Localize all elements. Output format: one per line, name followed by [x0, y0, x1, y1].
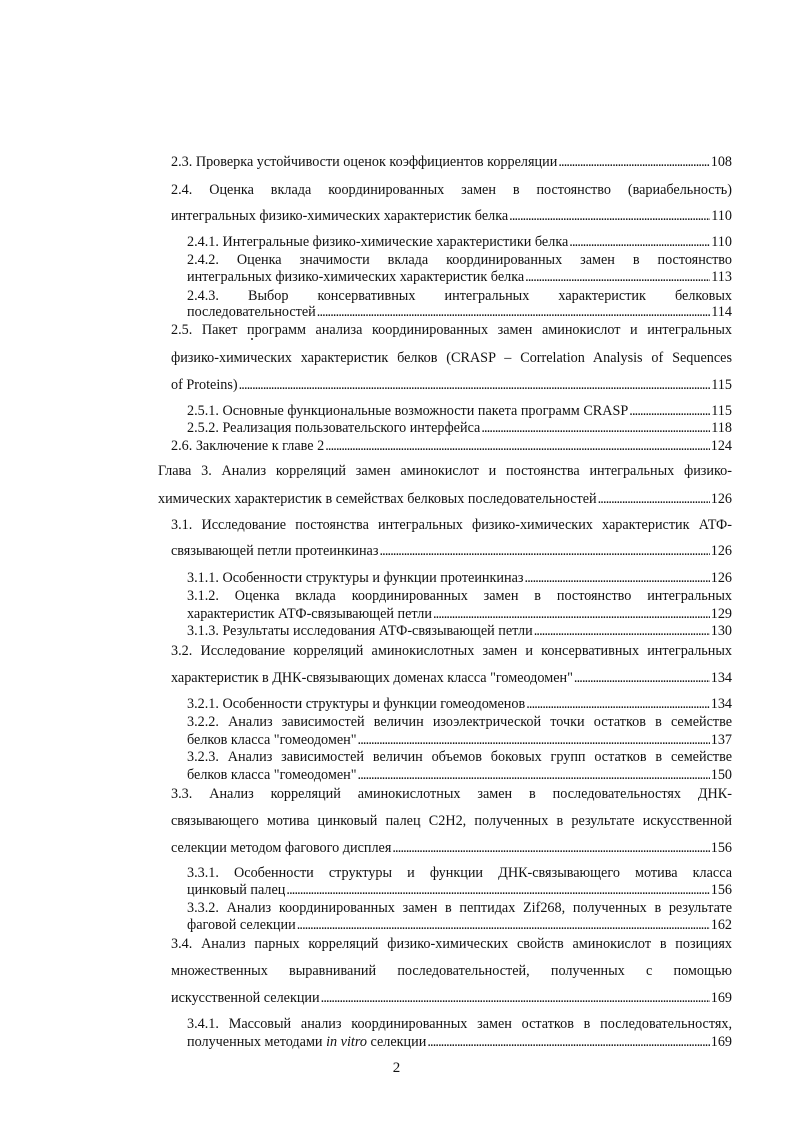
toc-entry-line: [171, 377, 732, 394]
toc-entry-title: of Proteins): [171, 377, 238, 393]
toc-entry-line: [171, 322, 732, 339]
toc-entry-title: физико-химических характеристик белков (CRASP – Correlation Analysis of Sequences: [171, 350, 732, 366]
toc-entry-title: 2.4. Оценка вклада координированных замен в постоянство (вариабельность): [171, 182, 732, 198]
toc-page-number: 108: [710, 154, 732, 170]
toc-entry-line: [187, 1034, 732, 1051]
toc-page-number: 115: [711, 403, 732, 419]
toc-entry-line: [187, 288, 732, 305]
toc-entry-title: 2.4.2. Оценка значимости вклада координированных замен в постоянство: [187, 252, 732, 268]
toc-entry-title: связывающей петли протеинкиназ: [171, 543, 379, 559]
dot-leader: [525, 570, 710, 587]
toc-entry-line: [171, 840, 732, 857]
toc-entry-line: [187, 917, 732, 934]
dot-leader: [239, 377, 711, 394]
toc-entry-line: [187, 234, 732, 251]
dot-leader: [427, 1034, 709, 1051]
toc-entry-title: искусственной селекции: [171, 990, 320, 1006]
toc-entry-title: 2.5. Пакет программ анализа координированных замен аминокислот и интегральных: [171, 322, 732, 338]
toc-entry-line: [171, 517, 732, 534]
toc-entry-line: [187, 900, 732, 917]
toc-page-number: 156: [710, 840, 732, 856]
toc-page-number: 115: [711, 377, 732, 393]
page-number: 2: [392, 1060, 401, 1076]
dot-leader: [629, 403, 710, 420]
toc-entry-line: [158, 463, 732, 480]
toc-entry-title: белков класса "гомеодомен": [187, 767, 357, 783]
toc-entry-line: [187, 732, 732, 749]
toc-entry-title: 3.4. Анализ парных корреляций физико-химических свойств аминокислот в позициях: [171, 936, 732, 952]
toc-entry-title: 3.1.2. Оценка вклада координированных замен в постоянство интегральных: [187, 588, 732, 604]
dot-leader: [297, 917, 710, 934]
toc-entry-title: 3.2.3. Анализ зависимостей величин объемов боковых групп остатков в семействе: [187, 749, 732, 765]
dot-leader: [358, 767, 710, 784]
toc-entry-line: [171, 990, 732, 1007]
toc-page-number: 156: [710, 882, 732, 898]
toc-entry-line: [171, 350, 732, 367]
toc-entry-line: [187, 606, 732, 623]
toc-page-number: 110: [711, 208, 732, 224]
toc-page-number: 150: [710, 767, 732, 783]
toc-page-number: 169: [710, 1034, 732, 1050]
toc-entry-title: 3.2.1. Особенности структуры и функции гомеодоменов: [187, 696, 526, 712]
dot-leader: [558, 154, 709, 171]
dot-leader: [325, 438, 710, 455]
toc-entry-title: 3.3. Анализ корреляций аминокислотных замен в последовательностях ДНК-: [171, 786, 732, 802]
toc-entry-title: 2.4.1. Интегральные физико-химические характеристики белка: [187, 234, 569, 250]
toc-page-number: 134: [710, 670, 732, 686]
toc-page-number: 126: [710, 543, 732, 559]
dot-leader: [433, 606, 710, 623]
toc-entry-title: полученных методами in vitro селекции: [187, 1034, 427, 1050]
toc-entry-title: 2.4.3. Выбор консервативных интегральных характеристик белковых: [187, 288, 732, 304]
toc-entry-line: [187, 882, 732, 899]
dot-leader: [392, 840, 709, 857]
toc-entry-title: 3.4.1. Массовый анализ координированных замен остатков в последовательностях,: [187, 1016, 732, 1032]
toc-entry-line: [187, 749, 732, 766]
toc-entry-line: [171, 154, 732, 171]
toc-page-number: 129: [710, 606, 732, 622]
toc-entry-title: 3.3.1. Особенности структуры и функции ДНК-связывающего мотива класса: [187, 865, 732, 881]
toc-entry-title: 3.3.2. Анализ координированных замен в пептидах Zif268, полученных в результате: [187, 900, 732, 916]
toc-entry-line: [171, 438, 732, 455]
dot-leader: [317, 304, 710, 321]
toc-page-number: 124: [710, 438, 732, 454]
toc-entry-title: последовательностей: [187, 304, 316, 320]
toc-entry-line: [187, 623, 732, 640]
toc-page-number: 134: [710, 696, 732, 712]
toc-page-number: 126: [710, 491, 732, 507]
toc-entry-line: [171, 208, 732, 225]
toc-entry-title: 3.1.1. Особенности структуры и функции протеинкиназ: [187, 570, 524, 586]
toc-page-number: 118: [711, 420, 732, 436]
stray-dot-mark: [251, 338, 253, 340]
dot-leader: [286, 882, 709, 899]
toc-entry-line: [171, 786, 732, 803]
toc-page-number: 113: [711, 269, 732, 285]
toc-entry-line: [187, 1016, 732, 1033]
dot-leader: [526, 696, 710, 713]
toc-entry-title: 3.1. Исследование постоянства интегральных физико-химических характеристик АТФ-: [171, 517, 732, 533]
toc-entry-title: химических характеристик в семействах белковых последовательностей: [158, 491, 597, 507]
dot-leader: [574, 670, 710, 687]
toc-entry-line: [171, 543, 732, 560]
toc-entry-title: белков класса "гомеодомен": [187, 732, 357, 748]
toc-entry-title: 3.1.3. Результаты исследования АТФ-связывающей петли: [187, 623, 533, 639]
toc-entry-title: 3.2.2. Анализ зависимостей величин изоэлектрической точки остатков в семействе: [187, 714, 732, 730]
toc-entry-line: [171, 936, 732, 953]
toc-entry-title: интегральных физико-химических характеристик белка: [171, 208, 509, 224]
toc-entry-line: [187, 570, 732, 587]
toc-entry-title: множественных выравниваний последовательностей, полученных с помощью: [171, 963, 732, 979]
toc-entry-line: [187, 269, 732, 286]
dot-leader: [379, 543, 709, 560]
toc-page-number: 110: [711, 234, 732, 250]
toc-page-number: 114: [711, 304, 732, 320]
toc-entry-line: [171, 643, 732, 660]
toc-entry-title: связывающего мотива цинковый палец С2Н2, полученных в результате искусственной: [171, 813, 732, 829]
toc-entry-line: [187, 304, 732, 321]
toc-entry-title: Глава 3. Анализ корреляций замен аминокислот и постоянства интегральных физико-: [158, 463, 732, 479]
dot-leader: [569, 234, 710, 251]
toc-entry-title: селекции методом фагового дисплея: [171, 840, 392, 856]
toc-entry-line: [171, 813, 732, 830]
toc-entry-line: [187, 696, 732, 713]
toc-entry-line: [187, 403, 732, 420]
toc-page-number: 130: [710, 623, 732, 639]
toc-entry-line: [171, 182, 732, 199]
toc-entry-title: 2.6. Заключение к главе 2: [171, 438, 325, 454]
toc-entry-line: [187, 767, 732, 784]
toc-entry-title: 2.5.2. Реализация пользовательского интерфейса: [187, 420, 481, 436]
toc-entry-line: [171, 670, 732, 687]
toc-entry-line: [187, 252, 732, 269]
dot-leader: [598, 491, 710, 508]
toc-entry-title: 2.5.1. Основные функциональные возможности пакета программ CRASP: [187, 403, 629, 419]
dot-leader: [509, 208, 710, 225]
dot-leader: [525, 269, 710, 286]
toc-entry-line: [187, 420, 732, 437]
toc-entry-line: [187, 714, 732, 731]
toc-entry-line: [187, 865, 732, 882]
toc-page-number: 137: [710, 732, 732, 748]
toc-entry-line: [158, 491, 732, 508]
dot-leader: [534, 623, 710, 640]
toc-entry-title: 3.2. Исследование корреляций аминокислотных замен и консервативных интегральных: [171, 643, 732, 659]
toc-entry-line: [187, 588, 732, 605]
dot-leader: [321, 990, 710, 1007]
toc-entry-title: характеристик в ДНК-связывающих доменах класса "гомеодомен": [171, 670, 573, 686]
dot-leader: [481, 420, 710, 437]
toc-entry-title: интегральных физико-химических характеристик белка: [187, 269, 525, 285]
toc-page-number: 126: [710, 570, 732, 586]
toc-entry-title: фаговой селекции: [187, 917, 296, 933]
toc-entry-title: характеристик АТФ-связывающей петли: [187, 606, 432, 622]
toc-page-number: 162: [710, 917, 732, 933]
toc-entry-title: цинковый палец: [187, 882, 286, 898]
toc-entry-line: [171, 963, 732, 980]
toc-page-number: 169: [710, 990, 732, 1006]
dot-leader: [358, 732, 710, 749]
toc-entry-title: 2.3. Проверка устойчивости оценок коэффициентов корреляции: [171, 154, 558, 170]
